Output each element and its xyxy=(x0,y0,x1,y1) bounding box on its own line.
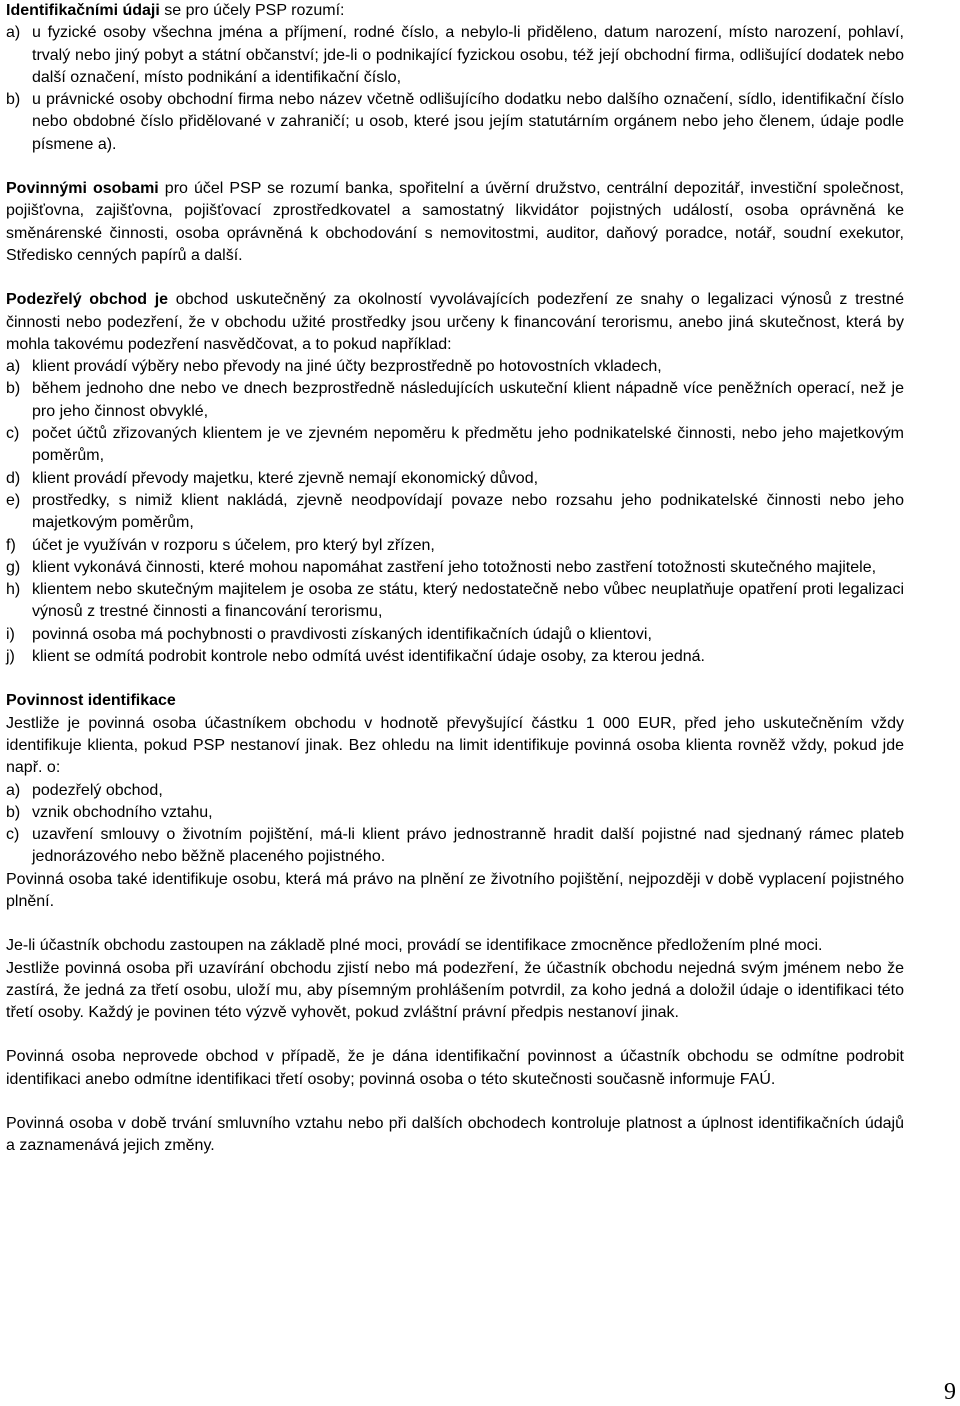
list-item xyxy=(6,646,904,668)
spacer xyxy=(6,267,904,289)
list-item-label: e) xyxy=(6,491,21,509)
definition-podezrely-obchod xyxy=(6,289,904,356)
list-item xyxy=(6,535,904,557)
list-item-label: b) xyxy=(6,380,21,398)
list-item xyxy=(6,378,904,423)
list-item-label: b) xyxy=(6,803,21,821)
definition-identifikacni-udaje xyxy=(6,0,904,22)
list-item-text: u fyzické osoby všechna jména a příjmení, rodné číslo, a nebylo-li přiděleno, datum narození, místo narození, pohlaví, trvalý nebo jiný pobyt a státní občanství; jde-li o podnikající fyzickou osobu, též její obchodní firma, odlišující dodatek nebo další označení, místo podnikání a identifikační číslo, xyxy=(32,24,904,86)
list-item-text: klient provádí výběry nebo převody na jiné účty bezprostředně po hotovostních vkladech, xyxy=(32,358,662,376)
definition-povinne-osoby xyxy=(6,178,904,267)
list-item-label: a) xyxy=(6,781,21,799)
list-item-label: c) xyxy=(6,425,20,443)
paragraph: Povinná osoba neprovede obchod v případě, že je dána identifikační povinnost a účastník obchodu se odmítne podrobit identifikaci anebo odmítne identifikaci třetí osoby; povinná osoba o této skutečnosti současně informuje FAÚ. xyxy=(6,1048,904,1088)
paragraph: Jestliže je povinná osoba účastníkem obchodu v hodnotě převyšující částku 1 000 EUR, před jeho uskutečněním vždy identifikuje klienta, pokud PSP nestanoví jinak. Bez ohledu na limit identifikuje povinná osoba klienta rovněž vždy, pokud jde např. o: xyxy=(6,714,904,777)
list-item-label: c) xyxy=(6,826,20,844)
list-item-text: uzavření smlouvy o životním pojištění, má-li klient právo jednostranně hradit další pojistné nad sjednaný rámec plateb jednorázového nebo běžně placeného pojistného. xyxy=(32,826,904,866)
list-item-text: povinná osoba má pochybnosti o pravdivosti získaných identifikačních údajů o klientovi, xyxy=(32,625,652,643)
spacer xyxy=(6,668,904,690)
list-item xyxy=(6,579,904,624)
list-item xyxy=(6,557,904,579)
list-item xyxy=(6,624,904,646)
definition-text: pro účel PSP se rozumí banka, spořitelní a úvěrní družstvo, centrální depozitář, investiční společnost, pojišťovna, zajišťovna, pojišťovací zprostředkovatel a samostatný likvidátor pojistných událostí, osoba oprávněná ke směnárenské činnosti, osoba oprávněná k obchodování s nemovitostmi, auditor, daňový poradce, notář, soudní exekutor, Středisko cenných papírů a další. xyxy=(6,180,904,264)
list-item-text: počet účtů zřizovaných klientem je ve zjevném nepoměru k předmětu jeho podnikatelské činnosti, nebo jeho majetkovým poměrům, xyxy=(32,425,904,465)
list-item-label: i) xyxy=(6,625,15,643)
spacer xyxy=(6,1024,904,1046)
list-item xyxy=(6,802,904,824)
list-item-text: klient se odmítá podrobit kontrole nebo odmítá uvést identifikační údaje osoby, za kterou jedná. xyxy=(32,648,705,666)
list-item-text: účet je využíván v rozporu s účelem, pro který byl zřízen, xyxy=(32,536,435,554)
list-item-label: b) xyxy=(6,91,21,109)
list-item-label: a) xyxy=(6,24,21,42)
spacer xyxy=(6,156,904,178)
list-item-text: během jednoho dne nebo ve dnech bezprostředně následujících uskuteční klient nápadně více peněžních operací, než je pro jeho činnost obvyklé, xyxy=(32,380,904,420)
list-item-text: podezřelý obchod, xyxy=(32,781,163,799)
list-item xyxy=(6,468,904,490)
list-item-label: g) xyxy=(6,558,21,576)
list-item-label: d) xyxy=(6,469,21,487)
list-item-label: j) xyxy=(6,648,15,666)
paragraph: Povinná osoba také identifikuje osobu, která má právo na plnění ze životního pojištění, nejpozději v době vyplacení pojistného plnění. xyxy=(6,870,904,910)
paragraph: Je-li účastník obchodu zastoupen na základě plné moci, provádí se identifikace zmocněnce předložením plné moci. xyxy=(6,937,823,955)
paragraph: Povinná osoba v době trvání smluvního vztahu nebo při dalších obchodech kontroluje platnost a úplnost identifikačních údajů a zaznamenává jejich změny. xyxy=(6,1115,904,1155)
list-item xyxy=(6,22,904,89)
list-item-label: h) xyxy=(6,581,21,599)
list-item xyxy=(6,356,904,378)
defined-term: Podezřelý obchod je xyxy=(6,291,169,309)
document-page xyxy=(6,0,904,1158)
list-item-text: u právnické osoby obchodní firma nebo název včetně odlišujícího dodatku nebo dalšího označení, sídlo, identifikační číslo nebo obdobné číslo přidělované v zahraničí; u osob, které jsou jejím statutárním orgánem nebo jeho členem, údaje podle písmene a). xyxy=(32,91,904,153)
list-item xyxy=(6,824,904,869)
defined-term: Povinnými osobami xyxy=(6,180,159,198)
page-number: 9 xyxy=(944,1379,956,1405)
list-item xyxy=(6,490,904,535)
spacer xyxy=(6,1091,904,1113)
list-item xyxy=(6,780,904,802)
spacer xyxy=(6,913,904,935)
list-item xyxy=(6,423,904,468)
list-item-text: vznik obchodního vztahu, xyxy=(32,803,213,821)
list-item xyxy=(6,89,904,156)
list-item-text: klient provádí převody majetku, které zjevně nemají ekonomický důvod, xyxy=(32,469,539,487)
list-item-text: prostředky, s nimiž klient nakládá, zjevně neodpovídají povaze nebo rozsahu jeho podnikatelské činnosti nebo jeho majetkovým poměrům, xyxy=(32,491,904,532)
list-item-text: klient vykonává činnosti, které mohou napomáhat zastření jeho totožnosti nebo zastření totožnosti skutečného majitele, xyxy=(32,558,877,576)
list-item-label: a) xyxy=(6,358,21,376)
list-item-text: klientem nebo skutečným majitelem je osoba ze státu, který nedostatečně nebo vůbec neuplatňuje opatření proti legalizaci výnosů z trestné činnosti a financování terorismu, xyxy=(32,581,904,621)
defined-term: Identifikačními údaji xyxy=(6,2,160,19)
section-heading: Povinnost identifikace xyxy=(6,692,176,710)
definition-text: obchod uskutečněný za okolností vyvolávajících podezření ze snahy o legalizaci výnosů z trestné činnosti nebo podezření, že v obchodu užité prostředky jsou určeny k financování terorismu, anebo jiná skutečnost, která by mohla takovému podezření nasvědčovat, a to pokud například: xyxy=(6,291,904,353)
list-item-label: f) xyxy=(6,536,16,554)
definition-intro: se pro účely PSP rozumí: xyxy=(159,2,345,19)
paragraph: Jestliže povinná osoba při uzavírání obchodu zjistí nebo má podezření, že účastník obchodu nejedná svým jménem nebo že zastírá, že jedná za třetí osobu, uloží mu, aby písemným prohlášením potvrdil, za koho jedná a doložil údaje o identifikaci této třetí osoby. Každý je povinen této výzvě vyhovět, pokud zvláštní právní předpis nestanoví jinak. xyxy=(6,959,904,1022)
